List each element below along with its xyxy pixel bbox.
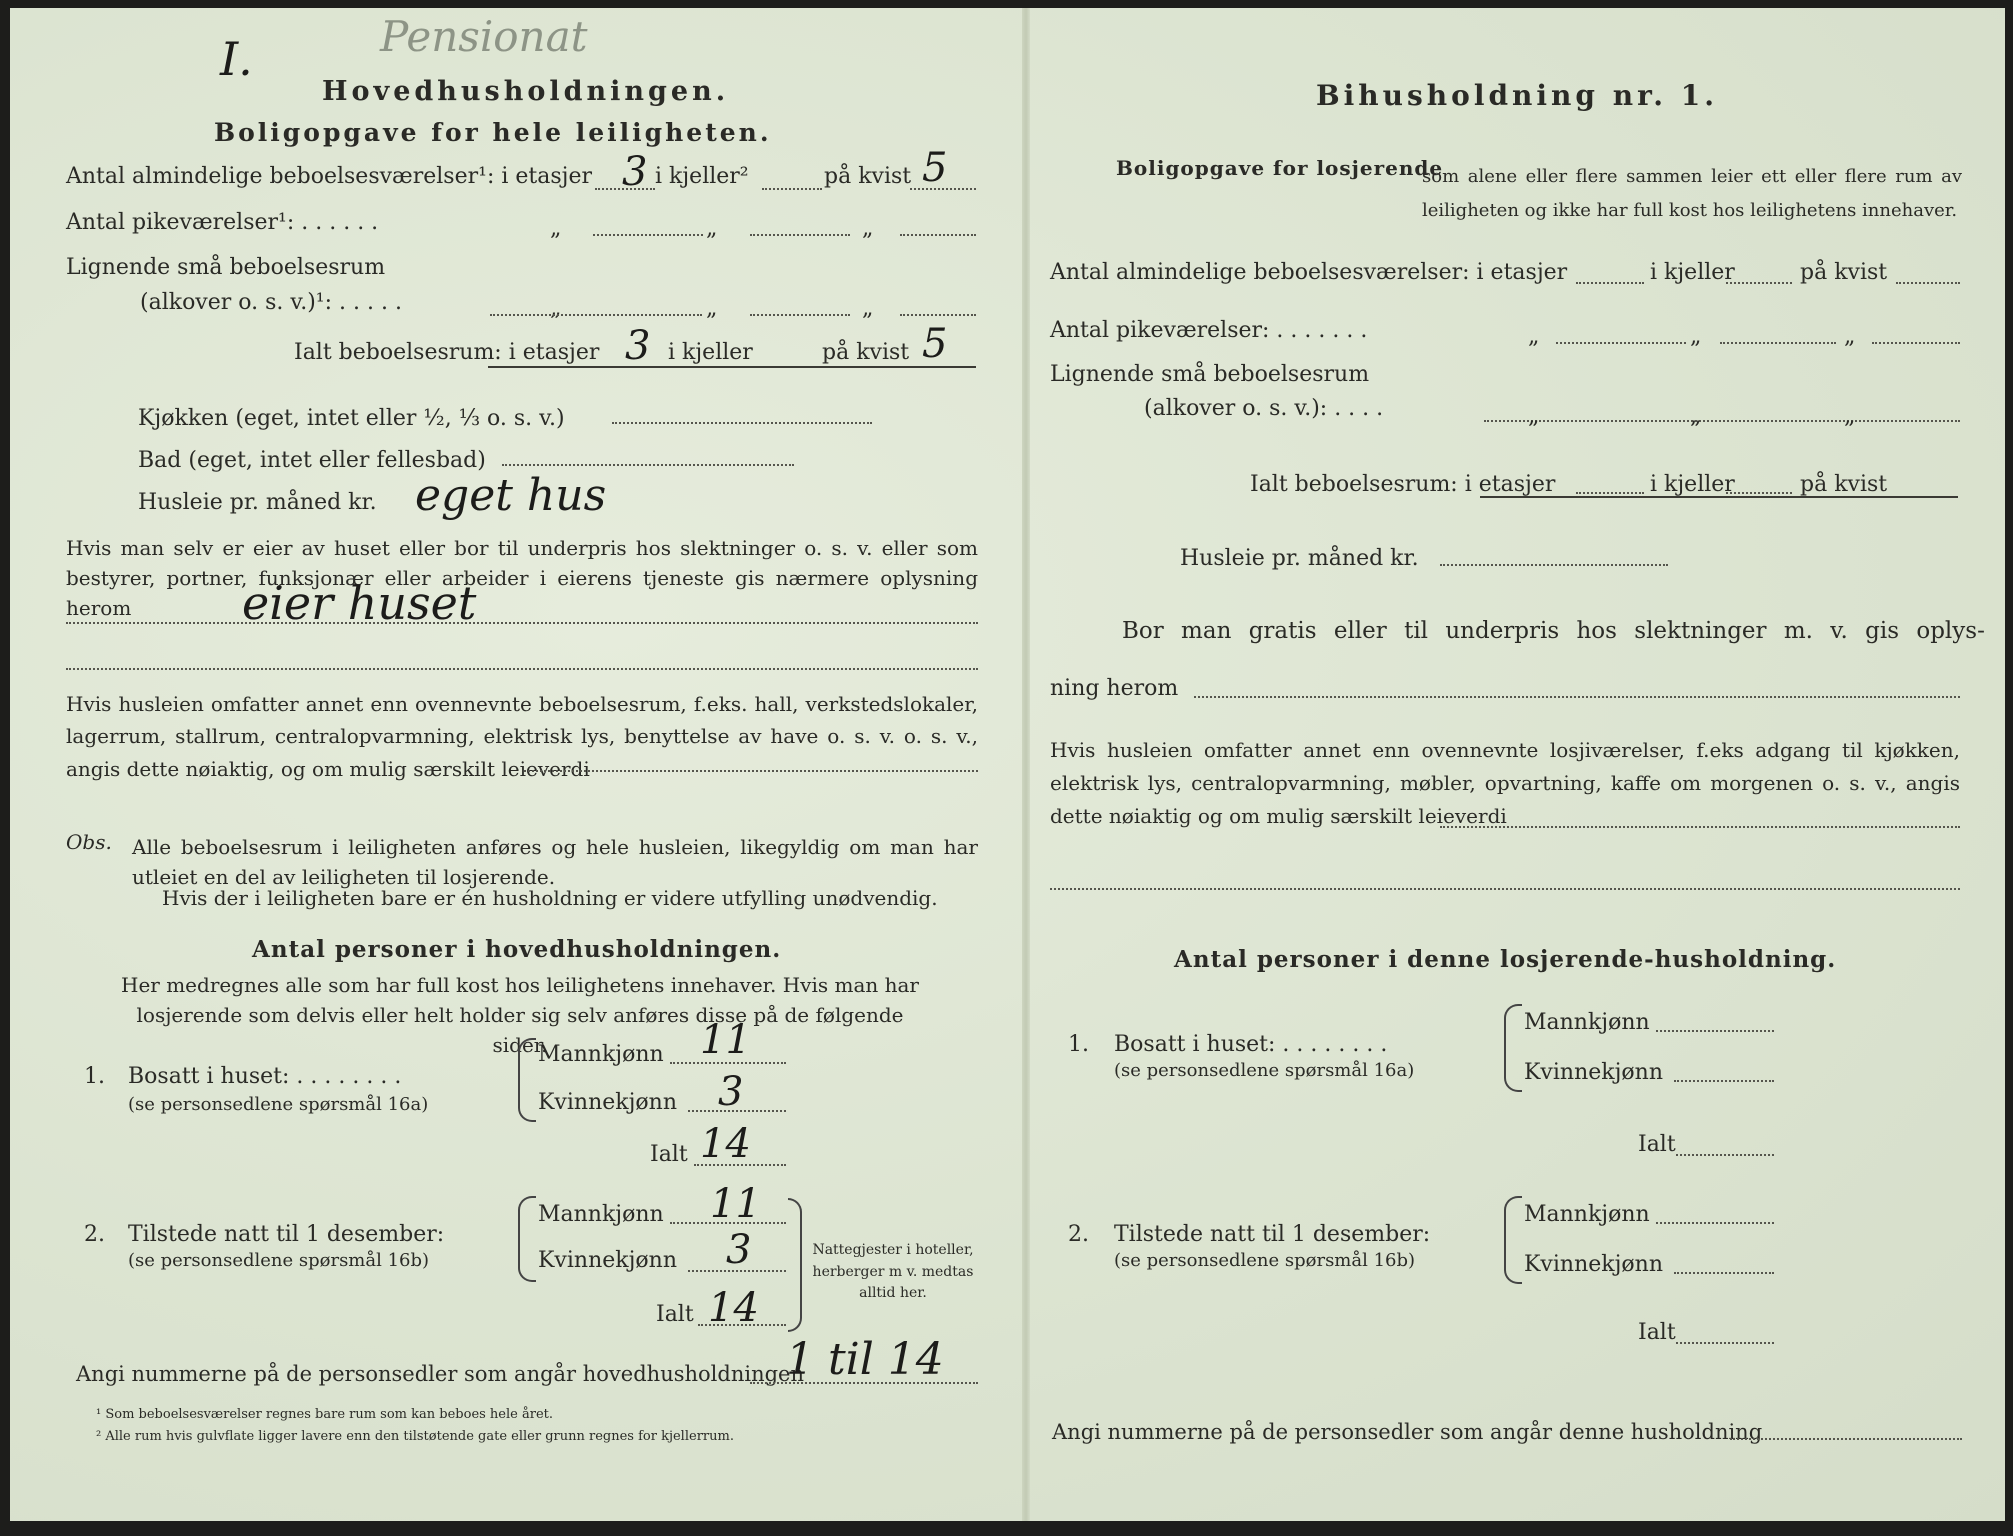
right-q2-brace bbox=[1504, 1196, 1522, 1284]
nattegjester-note: Nattegjester i hoteller, herberger m v. medtas alltid her. bbox=[812, 1242, 974, 1302]
q2-brace bbox=[518, 1196, 536, 1282]
omfatter-instructions: Hvis husleien omfatter annet enn ovennevnte beboelsesrum, f.eks. hall, verkstedslokaler, lagerrum, stallrum, centralopvarmning, elektrisk lys, benyttelse av have o. s. v. o. s. v., angis dette nøiaktig, og om mulig særskilt leieverdi bbox=[66, 692, 978, 781]
right-persons-title: Antal personer i denne losjerende-husholdning. bbox=[1174, 946, 1837, 973]
page-fold bbox=[1022, 8, 1030, 1521]
ditto-mark: „ bbox=[1844, 324, 1856, 349]
q2-kvinne-label: Kvinnekjønn bbox=[538, 1248, 677, 1273]
footnote-1: ¹ Som beboelsesværelser regnes bare rum som kan beboes hele året. bbox=[96, 1407, 553, 1422]
right-gratis-line[interactable] bbox=[1194, 696, 1960, 698]
right-pike-kjeller-line[interactable] bbox=[1720, 342, 1836, 344]
ditto-mark: „ bbox=[1690, 404, 1702, 429]
q2-mann-value: 11 bbox=[710, 1181, 761, 1227]
obs-label: Obs. bbox=[66, 830, 112, 854]
lign-label-1: Lignende små beboelsesrum bbox=[66, 255, 386, 280]
right-q1-kvinne-label: Kvinnekjønn bbox=[1524, 1060, 1663, 1085]
right-q2-label: Tilstede natt til 1 desember: bbox=[1114, 1222, 1431, 1247]
bad-line[interactable] bbox=[502, 464, 794, 466]
persons-subtitle: Her medregnes alle som har full kost hos leilighetens innehaver. Hvis man har losjerende som delvis eller helt holder sig selv anføres disse på de følgende sider. bbox=[121, 973, 919, 1057]
right-pike-label: Antal pikeværelser: . . . . . . . bbox=[1050, 318, 1368, 343]
right-q1-mann-line[interactable] bbox=[1656, 1030, 1774, 1032]
persons-title: Antal personer i hovedhusholdningen. bbox=[252, 936, 782, 963]
omfatter-line[interactable] bbox=[524, 770, 978, 772]
obs-text-2: Hvis der i leiligheten bare er én husholdning er videre utfylling unødvendig. bbox=[162, 886, 938, 910]
rooms-label: Antal almindelige beboelsesværelser¹: i etasjer bbox=[66, 164, 593, 189]
rooms-kvist-value: 5 bbox=[922, 145, 948, 191]
right-q2-kvinne-line[interactable] bbox=[1674, 1272, 1774, 1274]
husleie-value: eget hus bbox=[415, 470, 607, 521]
ditto-mark: „ bbox=[550, 216, 562, 241]
right-q1-ialt-line[interactable] bbox=[1676, 1154, 1774, 1156]
handwritten-roman-numeral: I. bbox=[220, 32, 253, 86]
ditto-mark: „ bbox=[706, 296, 718, 321]
right-ialt-kjeller-line[interactable] bbox=[1726, 492, 1792, 494]
q2-mann-label: Mannkjønn bbox=[538, 1202, 664, 1227]
lign-kvist-line[interactable] bbox=[900, 314, 976, 316]
left-subtitle: Boligopgave for hele leiligheten. bbox=[214, 118, 772, 147]
q1-brace bbox=[518, 1038, 536, 1122]
right-q2-ialt-line[interactable] bbox=[1676, 1342, 1774, 1344]
ialt-kjeller-label: i kjeller bbox=[668, 340, 753, 365]
right-pike-etasjer-line[interactable] bbox=[1556, 342, 1686, 344]
lign-label-2: (alkover o. s. v.)¹: . . . . . bbox=[140, 290, 402, 315]
husleie-label: Husleie pr. måned kr. bbox=[138, 490, 377, 515]
right-q2-ialt-label: Ialt bbox=[1638, 1320, 1676, 1345]
lign-etasjer-line[interactable] bbox=[490, 314, 702, 316]
right-ialt-label: Ialt beboelsesrum: i etasjer bbox=[1250, 472, 1556, 497]
ialt-rooms-label: Ialt beboelsesrum: i etasjer bbox=[294, 340, 600, 365]
right-lign-label-2: (alkover o. s. v.): . . . . bbox=[1144, 396, 1384, 421]
footnote-2: ² Alle rum hvis gulvflate ligger lavere enn den tilstøtende gate eller grunn regnes for kjellerrum. bbox=[96, 1429, 734, 1444]
q1-label: Bosatt i huset: . . . . . . . . bbox=[128, 1064, 402, 1089]
right-q1-mann-label: Mannkjønn bbox=[1524, 1010, 1650, 1035]
right-q1-brace bbox=[1504, 1004, 1522, 1092]
right-husleie-line[interactable] bbox=[1440, 564, 1668, 566]
rooms-kjeller-label: i kjeller² bbox=[655, 164, 749, 189]
q1-ialt-value: 14 bbox=[700, 1121, 751, 1167]
right-lign-line[interactable] bbox=[1484, 420, 1960, 422]
q1-mann-value: 11 bbox=[700, 1017, 751, 1063]
right-angi-label: Angi nummerne på de personsedler som angår denne husholdning bbox=[1052, 1420, 1763, 1444]
lign-kjeller-line[interactable] bbox=[750, 314, 850, 316]
right-intro-bold: Boligopgave for losjerende bbox=[1116, 156, 1444, 180]
rooms-kvist-label: på kvist bbox=[824, 164, 912, 189]
ditto-mark: „ bbox=[862, 296, 874, 321]
right-q2-mann-label: Mannkjønn bbox=[1524, 1202, 1650, 1227]
right-intro-text: som alene eller flere sammen leier ett eller flere rum av leiligheten og ikke har full kost hos leilighetens innehaver. bbox=[1422, 166, 1962, 222]
ditto-mark: „ bbox=[706, 216, 718, 241]
right-lign-label-1: Lignende små beboelsesrum bbox=[1050, 362, 1370, 387]
right-ialt-kjeller: i kjeller bbox=[1650, 472, 1735, 497]
right-q1-number: 1. bbox=[1068, 1032, 1089, 1057]
q2-ialt-value: 14 bbox=[708, 1285, 759, 1331]
eier-line-2[interactable] bbox=[66, 668, 978, 670]
q2-ialt-label: Ialt bbox=[656, 1302, 694, 1327]
angi-value: 1 til 14 bbox=[786, 1334, 944, 1385]
pike-label: Antal pikeværelser¹: . . . . . . bbox=[66, 210, 379, 235]
right-q1-kvinne-line[interactable] bbox=[1674, 1080, 1774, 1082]
ditto-mark: „ bbox=[550, 296, 562, 321]
ditto-mark: „ bbox=[1690, 324, 1702, 349]
right-rooms-etasjer-line[interactable] bbox=[1576, 282, 1644, 284]
census-form-sheet bbox=[10, 8, 2005, 1521]
right-title: Bihusholdning nr. 1. bbox=[1316, 79, 1718, 112]
ialt-rule bbox=[488, 366, 976, 368]
right-q1-label: Bosatt i huset: . . . . . . . . bbox=[1114, 1032, 1388, 1057]
left-title: Hovedhusholdningen. bbox=[322, 76, 730, 107]
q2-number: 2. bbox=[84, 1222, 105, 1247]
q1-mann-label: Mannkjønn bbox=[538, 1042, 664, 1067]
right-ialt-rule bbox=[1480, 496, 1958, 498]
eier-line-1[interactable] bbox=[66, 622, 978, 624]
rooms-kjeller-line[interactable] bbox=[762, 188, 822, 190]
eier-value: eier huset bbox=[242, 576, 477, 630]
pike-kjeller-line[interactable] bbox=[750, 234, 850, 236]
q2-right-brace bbox=[788, 1198, 802, 1332]
right-husleie-label: Husleie pr. måned kr. bbox=[1180, 546, 1419, 571]
q1-number: 1. bbox=[84, 1064, 105, 1089]
q1-sub: (se personsedlene spørsmål 16a) bbox=[128, 1094, 429, 1115]
right-ialt-etasjer-line[interactable] bbox=[1576, 492, 1644, 494]
right-rooms-kvist-line[interactable] bbox=[1896, 282, 1960, 284]
kjokken-label: Kjøkken (eget, intet eller ½, ⅓ o. s. v.) bbox=[138, 406, 565, 431]
right-q2-kvinne-label: Kvinnekjønn bbox=[1524, 1252, 1663, 1277]
eier-instructions: Hvis man selv er eier av huset eller bor til underpris hos slektninger o. s. v. eller som bestyrer, portner, funksjonær eller arbeider i eierens tjeneste gis nærmere oplysning herom bbox=[66, 536, 978, 620]
right-q1-ialt-label: Ialt bbox=[1638, 1132, 1676, 1157]
q1-kvinne-label: Kvinnekjønn bbox=[538, 1090, 677, 1115]
right-omfatter-line-1[interactable] bbox=[1440, 826, 1960, 828]
right-rooms-kjeller: i kjeller bbox=[1650, 260, 1735, 285]
q2-sub: (se personsedlene spørsmål 16b) bbox=[128, 1250, 430, 1271]
right-angi-line[interactable] bbox=[1730, 1438, 1962, 1440]
q1-ialt-label: Ialt bbox=[650, 1142, 688, 1167]
right-gratis-text-2: ning herom bbox=[1050, 676, 1179, 701]
obs-text: Alle beboelsesrum i leiligheten anføres og hele husleien, likegyldig om man har utleiet en del av leiligheten til losjerende. bbox=[132, 835, 978, 889]
right-rooms-label: Antal almindelige beboelsesværelser: i etasjer bbox=[1050, 260, 1568, 285]
ialt-kvist-label: på kvist bbox=[822, 340, 910, 365]
right-omfatter-text: Hvis husleien omfatter annet enn ovennevnte losjiværelser, f.eks adgang til kjøkken, elektrisk lys, centralopvarmning, møbler, opvartning, kaffe om morgenen o. s. v., angis dette nøiaktig og om mulig særskilt leieverdi bbox=[1050, 738, 1960, 828]
right-rooms-kvist: på kvist bbox=[1800, 260, 1888, 285]
ditto-mark: „ bbox=[1844, 404, 1856, 429]
right-q1-sub: (se personsedlene spørsmål 16a) bbox=[1114, 1060, 1415, 1081]
right-intro-rest bbox=[1422, 160, 1962, 228]
ialt-etasjer-value: 3 bbox=[625, 323, 651, 369]
q2-label: Tilstede natt til 1 desember: bbox=[128, 1222, 445, 1247]
ditto-mark: „ bbox=[1528, 404, 1540, 429]
right-q2-number: 2. bbox=[1068, 1222, 1089, 1247]
ditto-mark: „ bbox=[1528, 324, 1540, 349]
right-q2-mann-line[interactable] bbox=[1656, 1222, 1774, 1224]
right-q2-sub: (se personsedlene spørsmål 16b) bbox=[1114, 1250, 1416, 1271]
q2-kvinne-value: 3 bbox=[726, 1227, 752, 1273]
right-ialt-kvist: på kvist bbox=[1800, 472, 1888, 497]
right-omfatter-line-2[interactable] bbox=[1050, 888, 1960, 890]
bad-label: Bad (eget, intet eller fellesbad) bbox=[138, 448, 486, 473]
right-pike-kvist-line[interactable] bbox=[1872, 342, 1960, 344]
rooms-etasjer-value: 3 bbox=[622, 149, 648, 195]
q1-kvinne-value: 3 bbox=[718, 1069, 744, 1115]
handwritten-stamp-pensionat: Pensionat bbox=[380, 12, 588, 61]
ialt-kvist-value: 5 bbox=[922, 321, 948, 367]
angi-label: Angi nummerne på de personsedler som angår hovedhusholdningen bbox=[76, 1362, 804, 1386]
kjokken-line[interactable] bbox=[612, 422, 872, 424]
right-gratis-text: Bor man gratis eller til underpris hos slektninger m. v. gis oplys- bbox=[1122, 618, 1985, 644]
pike-kvist-line[interactable] bbox=[900, 234, 976, 236]
ditto-mark: „ bbox=[862, 216, 874, 241]
pike-etasjer-line[interactable] bbox=[593, 234, 703, 236]
right-rooms-kjeller-line[interactable] bbox=[1726, 282, 1792, 284]
